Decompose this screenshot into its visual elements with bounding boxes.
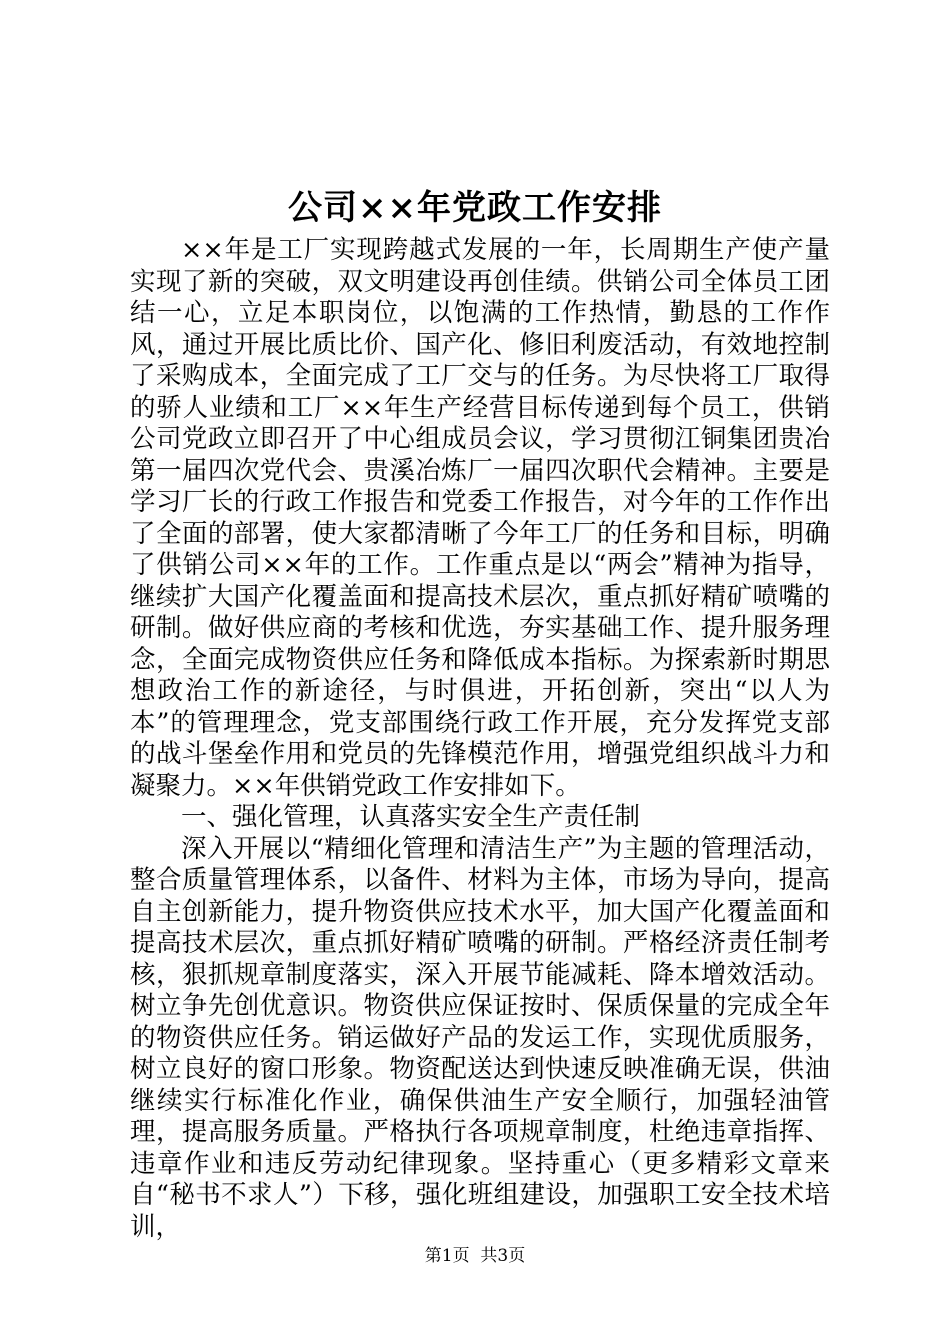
- page-footer: [0, 1245, 950, 1267]
- document-title: 公司××年党政工作安排: [288, 188, 662, 228]
- section-1-paragraph: 深入开展以“精细化管理和清洁生产”为主题的管理活动，整合质量管理体系，以备件、材料为主体，市场为导向，提高自主创新能力，提升物资供应技术水平，加大国产化覆盖面和提高技术层次，重点抓好精矿喷嘴的研制。严格经济责任制考核，狠抓规章制度落实，深入开展节能减耗、降本增效活动。树立争先创优意识。物资供应保证按时、保质保量的完成全年的物资供应任务。销运做好产品的发运工作，实现优质服务，树立良好的窗口形象。物资配送达到快速反映准确无误，供油继续实行标准化作业，确保供油生产安全顺行，加强轻油管理，提高服务质量。严格执行各项规章制度，杜绝违章指挥、违章作业和违反劳动纪律现象。坚持重心（更多精彩文章来自“秘书不求人”）下移，强化班组建设，加强职工安全技术培训，: [130, 833, 830, 1242]
- section-heading-1: 一、强化管理，认真落实安全生产责任制: [181, 802, 641, 832]
- intro-paragraph: ××年是工厂实现跨越式发展的一年，长周期生产使产量实现了新的突破，双文明建设再创佳绩。供销公司全体员工团结一心，立足本职岗位，以饱满的工作热情，勤恳的工作作风，通过开展比质比价、国产化、修旧利废活动，有效地控制了采购成本，全面完成了工厂交与的任务。为尽快将工厂取得的骄人业绩和工厂××年生产经营目标传递到每个员工，供销公司党政立即召开了中心组成员会议，学习贯彻江铜集团贵冶第一届四次党代会、贵溪冶炼厂一届四次职代会精神。主要是学习厂长的行政工作报告和党委工作报告，对今年的工作作出了全面的部署，使大家都清晰了今年工厂的任务和目标，明确了供销公司××年的工作。工作重点是以“两会”精神为指导，继续扩大国产化覆盖面和提高技术层次，重点抓好精矿喷嘴的研制。做好供应商的考核和优选，夯实基础工作、提升服务理念，全面完成物资供应任务和降低成本指标。为探索新时期思想政治工作的新途径，与时俱进，开拓创新，突出“以人为本”的管理理念，党支部围绕行政工作开展，充分发挥党支部的战斗堡垒作用和党员的先锋模范作用，增强党组织战斗力和凝聚力。××年供销党政工作安排如下。: [130, 235, 830, 801]
- document-body: [130, 235, 830, 1243]
- page-total: 共3页: [480, 1246, 526, 1266]
- page-number: 第1页: [424, 1246, 470, 1266]
